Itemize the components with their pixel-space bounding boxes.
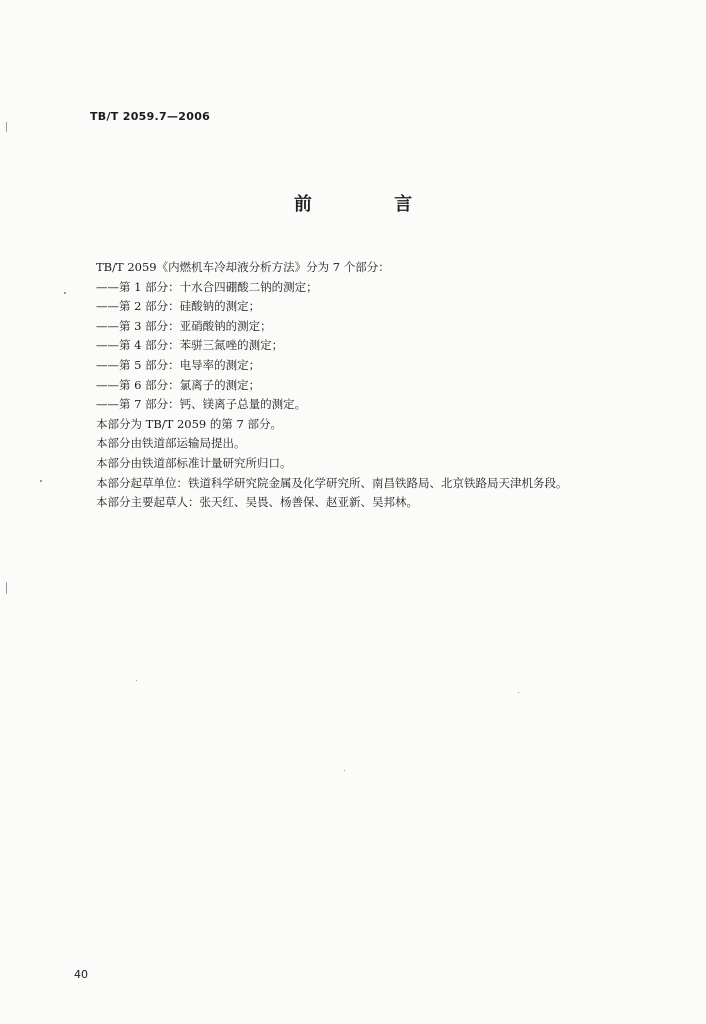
page-title: 前 言 (293, 194, 451, 215)
scan-speck (518, 692, 519, 693)
scan-speck (64, 292, 66, 294)
administrator-line: 本部分由铁道部标准计量研究所归口。 (96, 455, 292, 470)
intro-line: TB/T 2059《内燃机车冷却液分析方法》分为 7 个部分： (96, 260, 390, 274)
part-3-line: ——第 3 部分：亚硝酸钠的测定； (96, 318, 272, 333)
drafters-line: 本部分主要起草人：张天红、吴畏、杨善保、赵亚新、吴邦林。 (96, 495, 418, 510)
standard-number: TB/T 2059.7—2006 (90, 110, 211, 123)
scan-speck (40, 480, 42, 482)
foreword-body (96, 258, 656, 513)
proposer-line: 本部分由铁道部运输局提出。 (96, 436, 246, 451)
part-6-line: ——第 6 部分：氯离子的测定； (96, 377, 261, 392)
this-part-line: 本部分为 TB/T 2059 的第 7 部分。 (96, 416, 283, 431)
drafting-units-line: 本部分起草单位：铁道科学研究院金属及化学研究所、南昌铁路局、北京铁路局天津机务段。 (96, 475, 568, 490)
scan-speck (136, 680, 137, 681)
scan-speck (6, 122, 7, 132)
part-2-line: ——第 2 部分：硅酸钠的测定； (96, 299, 261, 314)
part-1-line: ——第 1 部分：十水合四硼酸二钠的测定； (96, 279, 318, 294)
part-7-line: ——第 7 部分：钙、镁离子总量的测定。 (96, 397, 307, 412)
scan-speck (6, 582, 7, 594)
part-4-line: ——第 4 部分：苯骈三氮唑的测定； (96, 338, 284, 353)
scan-speck (344, 770, 345, 771)
part-5-line: ——第 5 部分：电导率的测定； (96, 357, 261, 372)
page-number: 40 (74, 968, 88, 981)
